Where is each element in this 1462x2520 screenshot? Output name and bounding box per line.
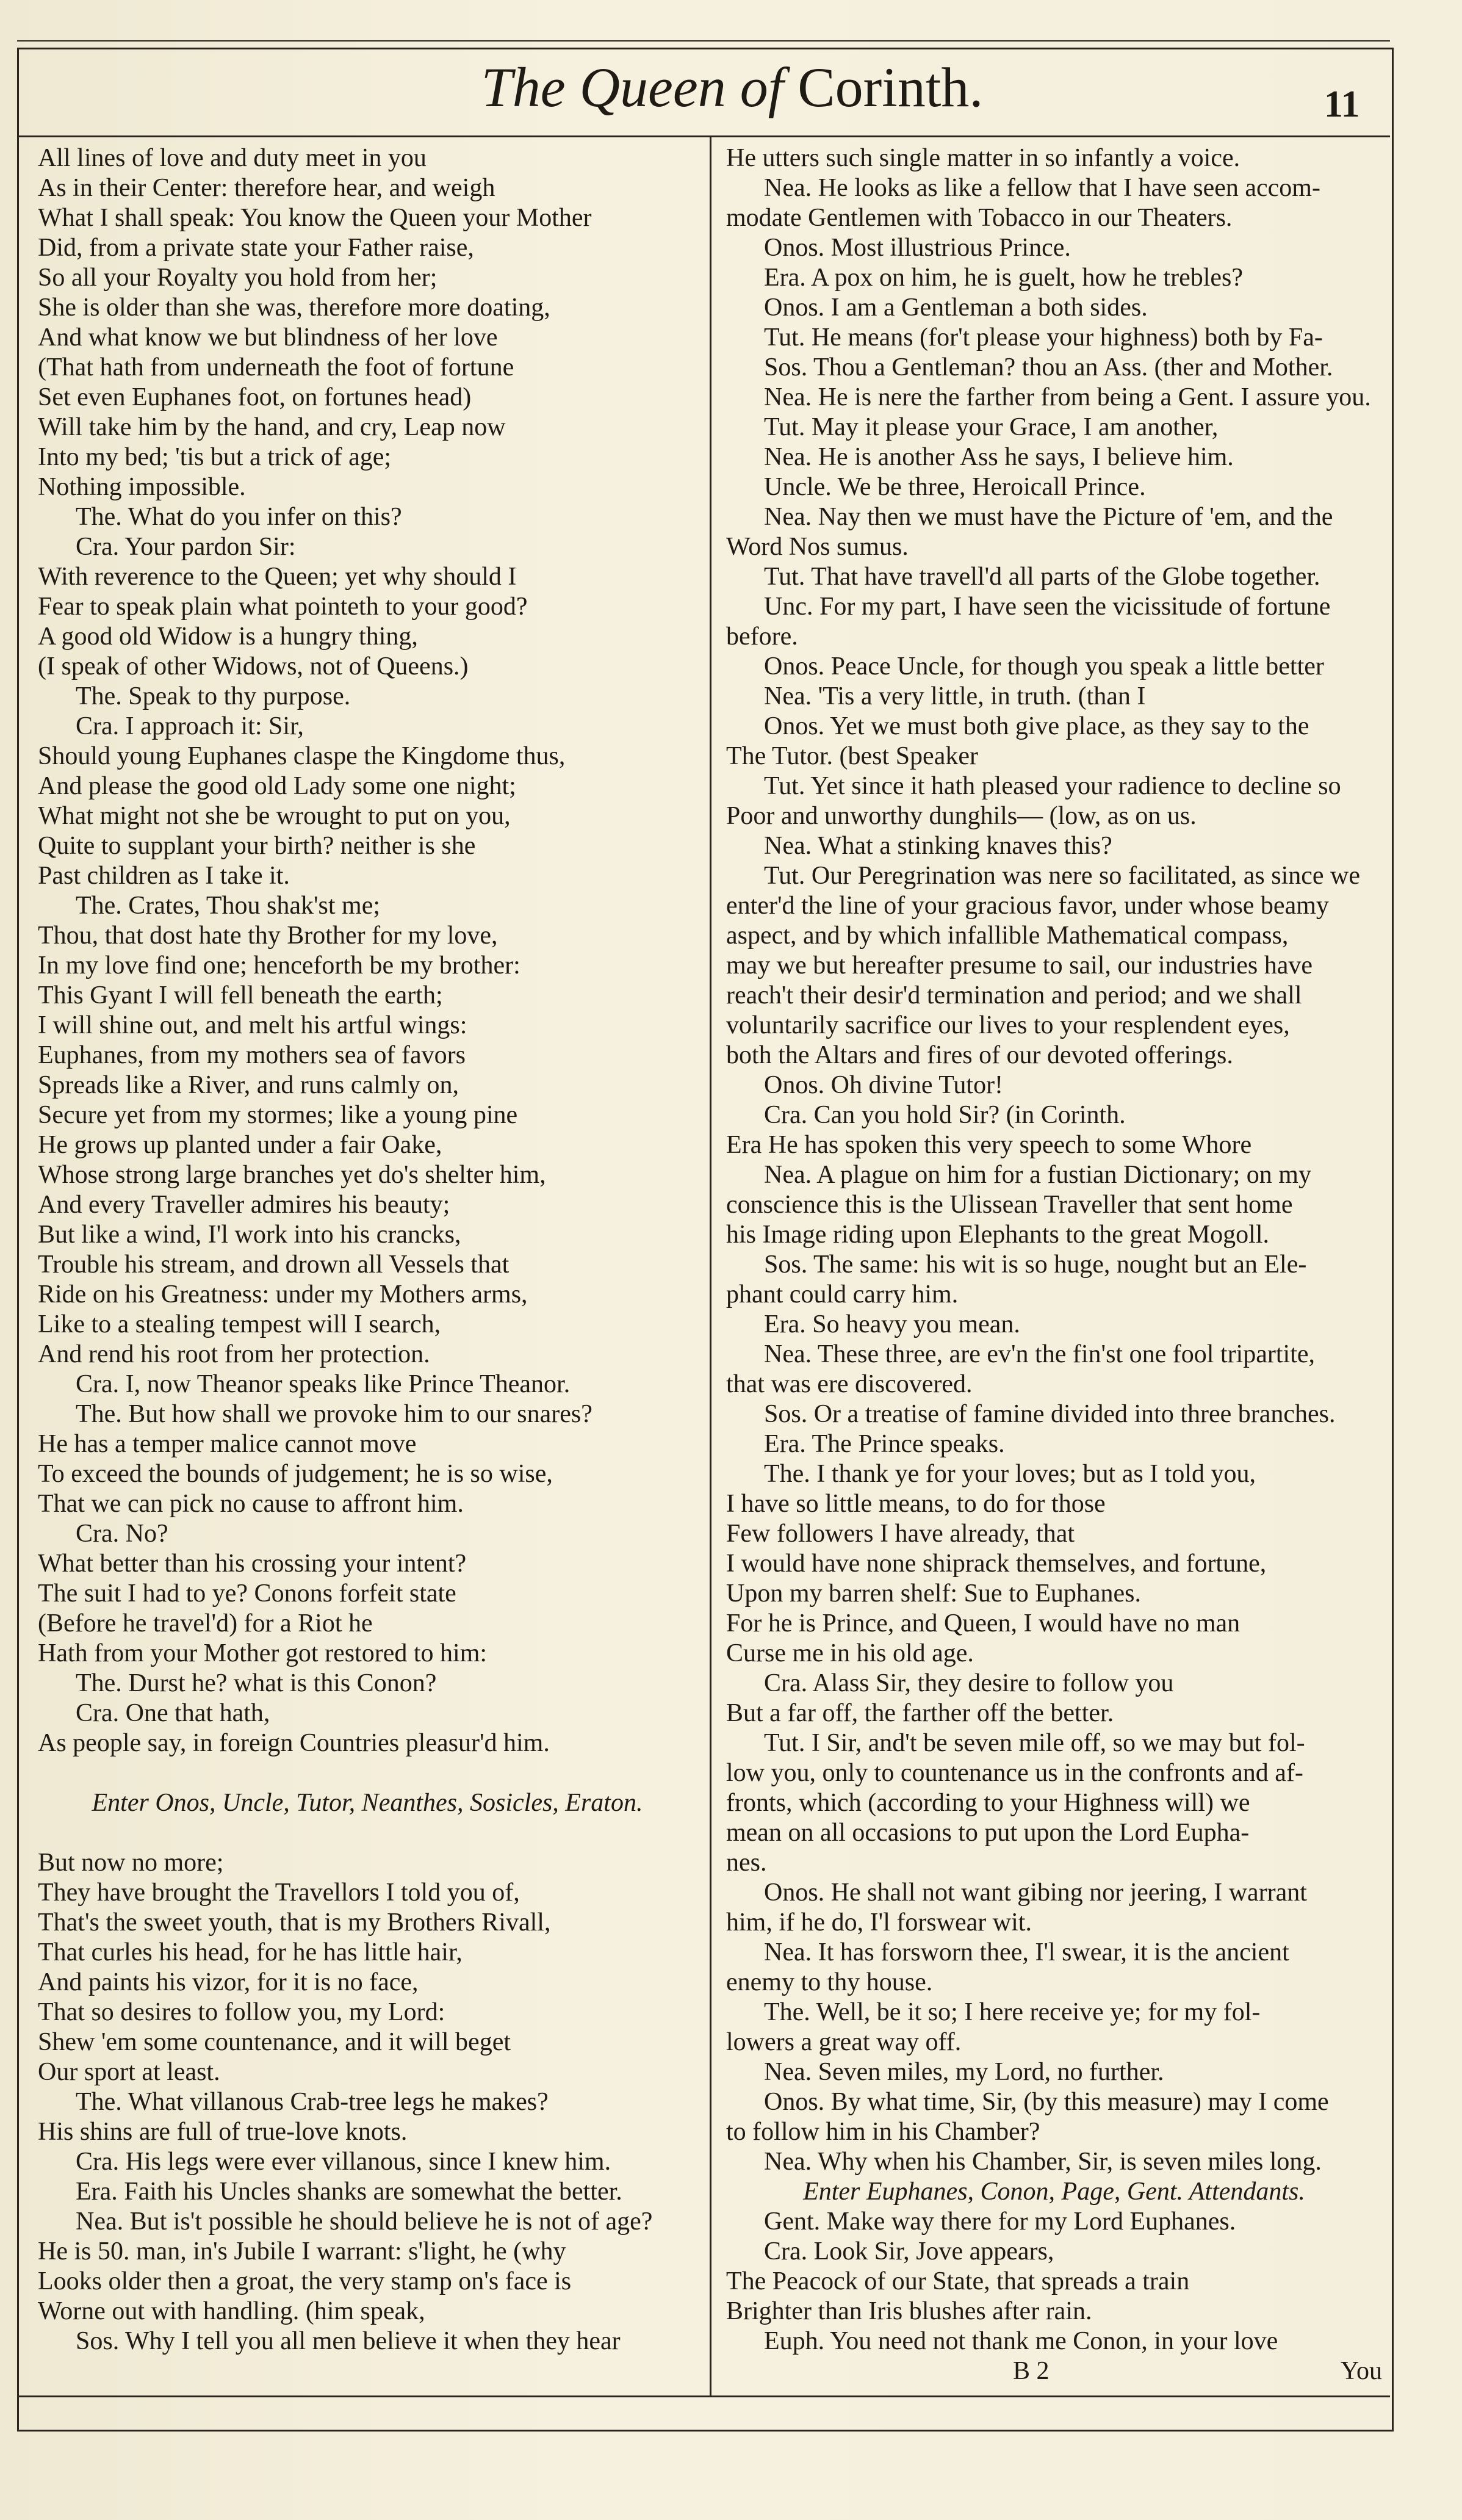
running-title: [427, 48, 1037, 127]
catchword: You: [1340, 2357, 1382, 2385]
text-line: And paints his vizor, for it is no face,: [38, 1968, 419, 1996]
text-line: fronts, which (according to your Highness will) we: [726, 1789, 1250, 1817]
text-line: (Before he travel'd) for a Riot he: [38, 1609, 373, 1637]
text-line: Nea. A plague on him for a fustian Dictionary; on my: [764, 1161, 1311, 1189]
text-line: All lines of love and duty meet in you: [38, 144, 427, 172]
right-column: [726, 143, 1382, 2386]
text-line: To exceed the bounds of judgement; he is so wise,: [38, 1460, 553, 1488]
page-number: 11: [1324, 84, 1360, 125]
text-line: Nea. Seven miles, my Lord, no further.: [764, 2058, 1164, 2086]
text-line: And please the good old Lady some one night;: [38, 772, 516, 800]
text-line: Set even Euphanes foot, on fortunes head): [38, 383, 472, 411]
text-line: Upon my barren shelf: Sue to Euphanes.: [726, 1580, 1142, 1608]
text-line: Into my bed; 'tis but a trick of age;: [38, 443, 392, 471]
text-line: [38, 1758, 697, 1788]
text-line: Looks older then a groat, the very stamp on's face is: [38, 2267, 572, 2295]
text-line: Era. The Prince speaks.: [764, 1430, 1005, 1458]
text-line: Hath from your Mother got restored to him:: [38, 1639, 488, 1667]
text-line: This Gyant I will fell beneath the earth;: [38, 981, 443, 1009]
text-line: Will take him by the hand, and cry, Leap now: [38, 413, 506, 441]
text-line: Uncle. We be three, Heroicall Prince.: [764, 473, 1146, 501]
text-line: Ride on his Greatness: under my Mothers arms,: [38, 1280, 528, 1309]
text-line: Nea. 'Tis a very little, in truth. (than I: [764, 682, 1146, 710]
text-line: He has a temper malice cannot move: [38, 1430, 417, 1458]
text-line: Nothing impossible.: [38, 473, 246, 501]
text-line: him, if he do, I'l forswear wit.: [726, 1908, 1032, 1937]
top-rule: [17, 40, 1390, 42]
text-line: Enter Onos, Uncle, Tutor, Neanthes, Sosicles, Eraton.: [92, 1789, 643, 1817]
text-line: both the Altars and fires of our devoted offerings.: [726, 1041, 1233, 1069]
text-line: Tut. May it please your Grace, I am another,: [764, 413, 1219, 441]
text-line: enemy to thy house.: [726, 1968, 933, 1996]
text-line: What I shall speak: You know the Queen your Mother: [38, 204, 592, 232]
text-line: He utters such single matter in so infantly a voice.: [726, 144, 1241, 172]
text-line: The. I thank ye for your loves; but as I told you,: [764, 1460, 1256, 1488]
text-line: Nea. What a stinking knaves this?: [764, 832, 1112, 860]
text-line: Trouble his stream, and drown all Vessels that: [38, 1251, 510, 1279]
text-line: conscience this is the Ulissean Traveller that sent home: [726, 1191, 1293, 1219]
text-line: Onos. Peace Uncle, for though you speak a little better: [764, 652, 1324, 681]
text-line: that was ere discovered.: [726, 1370, 973, 1398]
text-line: Nea. It has forsworn thee, I'l swear, it is the ancient: [764, 1938, 1289, 1966]
text-line: The. Well, be it so; I here receive ye; for my fol-: [764, 1998, 1261, 2026]
text-line: Should young Euphanes claspe the Kingdome thus,: [38, 742, 566, 770]
text-line: The. Durst he? what is this Conon?: [76, 1669, 437, 1697]
text-line: Spreads like a River, and runs calmly on,: [38, 1071, 459, 1099]
text-line: reach't their desir'd termination and period; and we shall: [726, 981, 1302, 1009]
text-line: Nea. He looks as like a fellow that I have seen accom-: [764, 174, 1320, 202]
text-line: Fear to speak plain what pointeth to your good?: [38, 593, 528, 621]
text-line: I would have none shiprack themselves, and fortune,: [726, 1550, 1267, 1578]
text-line: With reverence to the Queen; yet why should I: [38, 563, 517, 591]
text-line: The. What do you infer on this?: [76, 503, 402, 531]
text-line: Cra. His legs were ever villanous, since I knew him.: [76, 2148, 611, 2176]
text-line: But like a wind, I'l work into his crancks,: [38, 1221, 461, 1249]
header-rule: [17, 135, 1390, 137]
text-line: his Image riding upon Elephants to the great Mogoll.: [726, 1221, 1269, 1249]
footer-line: [726, 2356, 1382, 2386]
text-line: He is 50. man, in's Jubile I warrant: s'light, he (why: [38, 2237, 566, 2265]
text-line: In my love find one; henceforth be my brother:: [38, 951, 520, 980]
text-line: The Tutor. (best Speaker: [726, 742, 978, 770]
text-line: He grows up planted under a fair Oake,: [38, 1131, 442, 1159]
text-line: Our sport at least.: [38, 2058, 220, 2086]
text-line: Did, from a private state your Father raise,: [38, 234, 474, 262]
text-line: What better than his crossing your intent?: [38, 1550, 467, 1578]
text-line: As in their Center: therefore hear, and weigh: [38, 174, 495, 202]
text-line: That curles his head, for he has little hair,: [38, 1938, 463, 1966]
text-line: Onos. By what time, Sir, (by this measure) may I come: [764, 2088, 1329, 2116]
text-line: Cra. Alass Sir, they desire to follow you: [764, 1669, 1174, 1697]
text-line: Gent. Make way there for my Lord Euphanes.: [764, 2208, 1236, 2236]
text-line: Cra. No?: [76, 1520, 168, 1548]
text-line: The suit I had to ye? Conons forfeit state: [38, 1580, 456, 1608]
text-line: That we can pick no cause to affront him.: [38, 1490, 464, 1518]
text-line: Tut. I Sir, and't be seven mile off, so we may but fol-: [764, 1729, 1305, 1757]
text-line: Sos. Thou a Gentleman? thou an Ass. (ther and Mother.: [764, 353, 1333, 381]
text-line: But now no more;: [38, 1849, 224, 1877]
text-line: Word Nos sumus.: [726, 533, 909, 561]
text-line: But a far off, the farther off the better.: [726, 1699, 1114, 1727]
text-line: lowers a great way off.: [726, 2028, 962, 2056]
text-line: The Peacock of our State, that spreads a train: [726, 2267, 1190, 2295]
bottom-rule: [17, 2395, 1390, 2397]
text-line: Curse me in his old age.: [726, 1639, 974, 1667]
text-line: Cra. Your pardon Sir:: [76, 533, 296, 561]
text-line: [38, 1818, 697, 1848]
column-divider: [710, 137, 711, 2395]
text-line: And every Traveller admires his beauty;: [38, 1191, 450, 1219]
text-line: Era. So heavy you mean.: [764, 1310, 1020, 1338]
text-line: The. Speak to thy purpose.: [76, 682, 351, 710]
text-line: Tut. Yet since it hath pleased your radience to decline so: [764, 772, 1341, 800]
text-line: Secure yet from my stormes; like a young pine: [38, 1101, 518, 1129]
text-line: Past children as I take it.: [38, 862, 290, 890]
text-line: A good old Widow is a hungry thing,: [38, 623, 418, 651]
text-line: Euph. You need not thank me Conon, in your love: [764, 2327, 1278, 2355]
signature-mark: B 2: [1013, 2357, 1050, 2385]
text-line: Worne out with handling. (him speak,: [38, 2297, 425, 2325]
running-title-italic: The Queen of: [481, 56, 784, 118]
text-line: For he is Prince, and Queen, I would have no man: [726, 1609, 1241, 1637]
text-line: Like to a stealing tempest will I search,: [38, 1310, 441, 1338]
text-line: may we but hereafter presume to sail, our industries have: [726, 951, 1313, 980]
text-line: Onos. Yet we must both give place, as they say to the: [764, 712, 1309, 740]
text-line: I have so little means, to do for those: [726, 1490, 1106, 1518]
text-line: Sos. Or a treatise of famine divided into three branches.: [764, 1400, 1336, 1428]
text-line: Cra. Can you hold Sir? (in Corinth.: [764, 1101, 1126, 1129]
text-line: enter'd the line of your gracious favor, under whose beamy: [726, 892, 1329, 920]
text-line: Sos. The same: his wit is so huge, nought but an Ele-: [764, 1251, 1307, 1279]
text-line: Cra. Look Sir, Jove appears,: [764, 2237, 1054, 2265]
text-line: That so desires to follow you, my Lord:: [38, 1998, 445, 2026]
text-line: Unc. For my part, I have seen the vicissitude of fortune: [764, 593, 1331, 621]
text-line: Nea. But is't possible he should believe he is not of age?: [76, 2208, 653, 2236]
text-line: Era. Faith his Uncles shanks are somewhat the better.: [76, 2178, 622, 2206]
text-line: Shew 'em some countenance, and it will beget: [38, 2028, 511, 2056]
text-line: The. Crates, Thou shak'st me;: [76, 892, 381, 920]
text-line: Few followers I have already, that: [726, 1520, 1075, 1548]
text-line: Cra. I, now Theanor speaks like Prince Theanor.: [76, 1370, 571, 1398]
text-line: (I speak of other Widows, not of Queens.): [38, 652, 469, 681]
text-line: voluntarily sacrifice our lives to your resplendent eyes,: [726, 1011, 1290, 1039]
text-line: Tut. He means (for't please your highness) both by Fa-: [764, 323, 1323, 352]
text-line: modate Gentlemen with Tobacco in our Theaters.: [726, 204, 1233, 232]
text-line: Nea. He is nere the farther from being a Gent. I assure you.: [764, 383, 1371, 411]
text-line: Brighter than Iris blushes after rain.: [726, 2297, 1092, 2325]
text-line: As people say, in foreign Countries pleasur'd him.: [38, 1729, 550, 1757]
text-line: His shins are full of true-love knots.: [38, 2118, 408, 2146]
text-line: That's the sweet youth, that is my Brothers Rivall,: [38, 1908, 551, 1937]
text-line: Onos. He shall not want gibing nor jeering, I warrant: [764, 1879, 1307, 1907]
left-column: [38, 143, 697, 2356]
text-line: Onos. Most illustrious Prince.: [764, 234, 1071, 262]
text-line: Tut. Our Peregrination was nere so facilitated, as since we: [764, 862, 1361, 890]
text-line: And rend his root from her protection.: [38, 1340, 430, 1368]
text-line: The. But how shall we provoke him to our snares?: [76, 1400, 592, 1428]
text-line: Nea. These three, are ev'n the fin'st one fool tripartite,: [764, 1340, 1315, 1368]
running-title-plain: Corinth.: [798, 56, 984, 118]
text-line: Tut. That have travell'd all parts of the Globe together.: [764, 563, 1320, 591]
text-line: Quite to supplant your birth? neither is she: [38, 832, 476, 860]
text-line: They have brought the Travellors I told you of,: [38, 1879, 520, 1907]
text-line: Nea. He is another Ass he says, I believe him.: [764, 443, 1234, 471]
text-line: Nea. Why when his Chamber, Sir, is seven miles long.: [764, 2148, 1322, 2176]
text-line: Cra. I approach it: Sir,: [76, 712, 304, 740]
text-line: Whose strong large branches yet do's shelter him,: [38, 1161, 546, 1189]
text-line: phant could carry him.: [726, 1280, 959, 1309]
text-line: Poor and unworthy dunghils— (low, as on us.: [726, 802, 1197, 830]
text-line: Euphanes, from my mothers sea of favors: [38, 1041, 466, 1069]
text-line: I will shine out, and melt his artful wings:: [38, 1011, 467, 1039]
text-line: Thou, that dost hate thy Brother for my love,: [38, 922, 498, 950]
text-line: Era. A pox on him, he is guelt, how he trebles?: [764, 264, 1244, 292]
text-line: before.: [726, 623, 798, 651]
text-line: She is older than she was, therefore more doating,: [38, 294, 550, 322]
text-line: to follow him in his Chamber?: [726, 2118, 1040, 2146]
text-line: What might not she be wrought to put on you,: [38, 802, 511, 830]
text-line: The. What villanous Crab-tree legs he makes?: [76, 2088, 549, 2116]
text-line: Nea. Nay then we must have the Picture of 'em, and the: [764, 503, 1333, 531]
text-line: nes.: [726, 1849, 767, 1877]
text-line: Onos. I am a Gentleman a both sides.: [764, 294, 1148, 322]
text-line: low you, only to countenance us in the confronts and af-: [726, 1759, 1303, 1787]
text-line: So all your Royalty you hold from her;: [38, 264, 438, 292]
text-line: Enter Euphanes, Conon, Page, Gent. Attendants.: [803, 2178, 1305, 2206]
text-line: aspect, and by which infallible Mathematical compass,: [726, 922, 1289, 950]
text-line: Onos. Oh divine Tutor!: [764, 1071, 1004, 1099]
text-line: mean on all occasions to put upon the Lord Eupha-: [726, 1819, 1250, 1847]
text-line: Sos. Why I tell you all men believe it when they hear: [76, 2327, 621, 2355]
text-line: Cra. One that hath,: [76, 1699, 270, 1727]
text-line: Era He has spoken this very speech to some Whore: [726, 1131, 1252, 1159]
text-line: And what know we but blindness of her love: [38, 323, 498, 352]
text-line: (That hath from underneath the foot of fortune: [38, 353, 514, 381]
